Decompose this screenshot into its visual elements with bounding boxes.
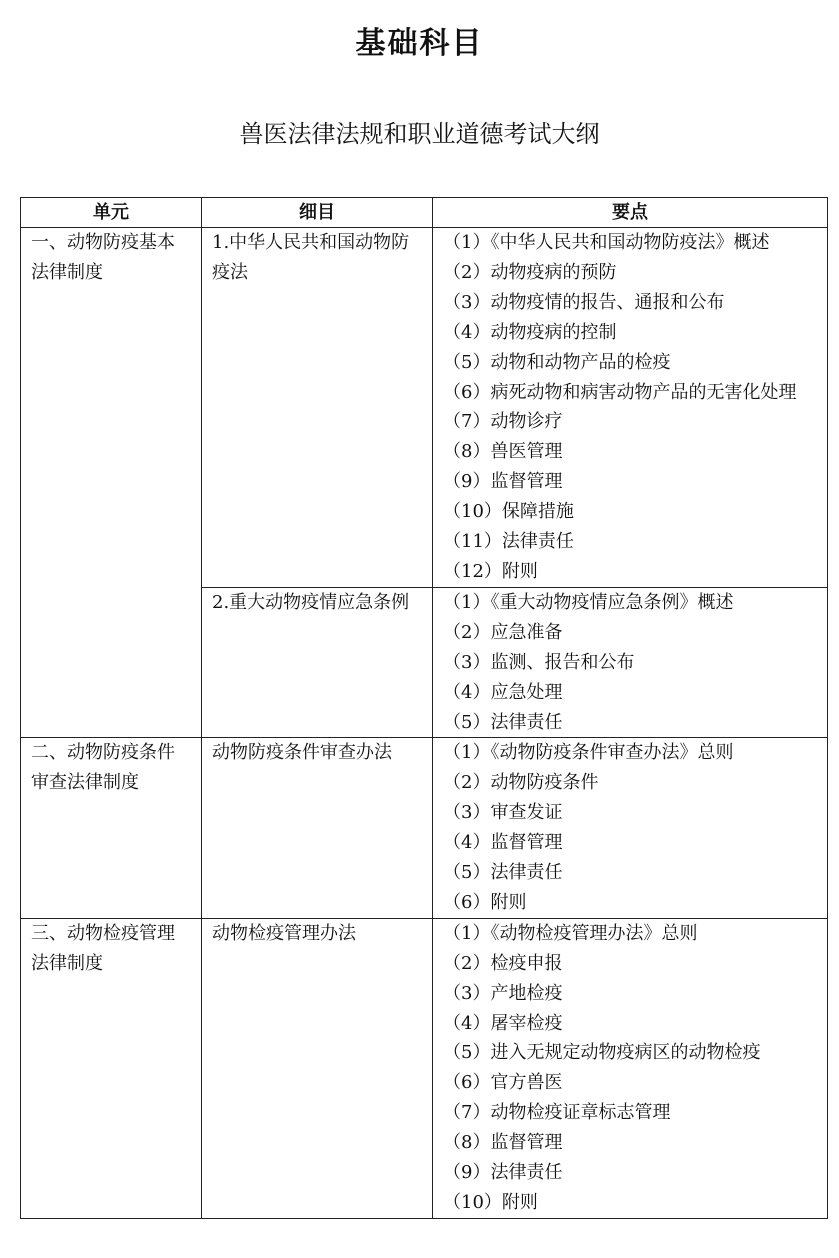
header-item: 细目 <box>202 198 433 228</box>
item-cell: 2.重大动物疫情应急条例 <box>202 587 433 738</box>
point-text: （1）《中华人民共和国动物防疫法》概述 <box>443 232 770 253</box>
item-cell: 动物防疫条件审查办法 <box>202 738 433 918</box>
point-text: （6）病死动物和病害动物产品的无害化处理 <box>443 381 797 403</box>
point-text: （1）《动物检疫管理办法》总则 <box>443 922 698 944</box>
table-row <box>21 918 828 1218</box>
point-text: （6）官方兽医 <box>443 1072 563 1094</box>
point-text: （9）监督管理 <box>443 471 563 493</box>
point-text: （12）附则 <box>443 560 538 582</box>
unit-cell: 三、动物检疫管理法律制度 <box>21 918 202 1218</box>
point-text: （6）附则 <box>443 891 527 913</box>
item-cell: 动物检疫管理办法 <box>202 918 433 1218</box>
point-text: （3）审查发证 <box>443 802 563 824</box>
point-text: （10）保障措施 <box>443 501 574 523</box>
table-row <box>21 738 828 918</box>
point-text: （5）进入无规定动物疫病区的动物检疫 <box>443 1042 761 1064</box>
unit-cell: 二、动物防疫条件审查法律制度 <box>21 738 202 918</box>
header-unit: 单元 <box>21 198 202 228</box>
syllabus-table <box>20 197 828 1219</box>
point-text: （4）监督管理 <box>443 832 563 854</box>
point-text: （2）检疫申报 <box>443 952 563 974</box>
item-cell: 1.中华人民共和国动物防疫法 <box>202 228 433 588</box>
points-cell <box>433 738 828 918</box>
point-text: （5）法律责任 <box>443 862 563 884</box>
table-header-row <box>21 198 828 228</box>
page-title: 基础科目 <box>355 26 484 61</box>
point-text: （5）动物和动物产品的检疫 <box>443 351 671 373</box>
point-text: （8）兽医管理 <box>443 441 563 463</box>
point-text: （2）动物疫病的预防 <box>443 261 617 283</box>
point-text: （1）《动物防疫条件审查办法》总则 <box>443 742 734 764</box>
header-points: 要点 <box>433 198 828 228</box>
point-text: （11）法律责任 <box>443 531 574 553</box>
point-text: （7）动物检疫证章标志管理 <box>443 1102 671 1124</box>
page-subtitle: 兽医法律法规和职业道德考试大纲 <box>239 120 600 148</box>
point-text: （4）动物疫病的控制 <box>443 321 617 343</box>
point-text: （3）产地检疫 <box>443 982 563 1004</box>
point-text: （8）监督管理 <box>443 1132 563 1154</box>
points-cell <box>433 918 828 1218</box>
point-text: （7）动物诊疗 <box>443 411 563 433</box>
point-text: （1）《重大动物疫情应急条例》概述 <box>443 591 734 613</box>
point-text: （2）应急准备 <box>443 621 563 643</box>
point-text: （5）法律责任 <box>443 711 563 733</box>
point-text: （9）法律责任 <box>443 1162 563 1184</box>
point-text: （10）附则 <box>443 1192 538 1213</box>
table-row <box>21 228 828 588</box>
point-text: （4）应急处理 <box>443 681 563 703</box>
unit-cell: 一、动物防疫基本法律制度 <box>21 228 202 738</box>
point-text: （3）动物疫情的报告、通报和公布 <box>443 291 725 313</box>
point-text: （2）动物防疫条件 <box>443 772 599 794</box>
points-cell <box>433 228 828 588</box>
point-text: （4）屠宰检疫 <box>443 1012 563 1034</box>
point-text: （3）监测、报告和公布 <box>443 651 635 673</box>
points-cell <box>433 587 828 738</box>
